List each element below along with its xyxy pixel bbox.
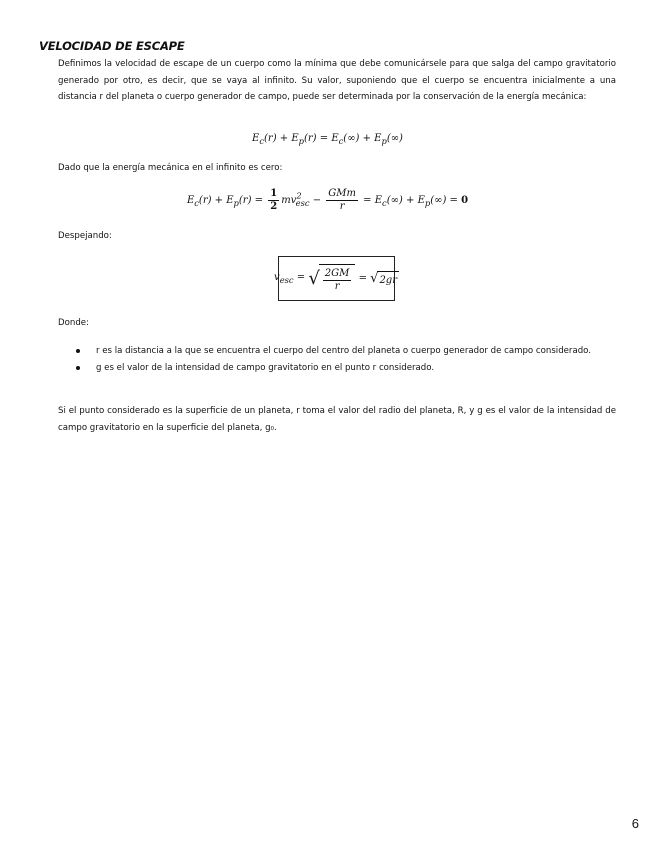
definitions-list [58,343,616,376]
page-number: 6 [631,816,639,831]
infinity-energy-paragraph: Dado que la energía mecánica en el infinito es cero: [58,163,283,173]
sqrt-2gr: √ 2gr [370,270,397,286]
sqrt-2gm-over-r: √ $\frac{2GM}{r}$ [308,264,355,294]
energy-conservation-equation: $E_c(r) + E_p(r) = E_c(\infty) + E_p(\infty)$ [252,133,403,146]
list-item-text: r es la distancia a la que se encuentra el cuerpo del centro del planeta o cuerpo generador de campo considerado. [96,346,592,356]
section-heading: VELOCIDAD DE ESCAPE [39,39,185,53]
bullet-icon [76,366,80,370]
energy-zero-equation: $E_c(r) + E_p(r)$ = $\frac{1}{2}$ $mv^2_{esc}$ − $\frac{\text{GMm}}{r}$ = $E_c(\infty) + E_p(\infty) = 0$ [186,188,469,212]
escape-velocity-formula-box: $v_{esc}$ = √ $\frac{2GM}{r}$ = √ 2gr [278,256,395,301]
intro-paragraph: Definimos la velocidad de escape de un cuerpo como la mínima que debe comunicársele para que salga del campo gravitatorio generado por otro, es decir, que se vaya al infinito. Su valor, suponiendo que el cuerpo se encuentra inicialmente a una distancia r del planeta o cuerpo generador de campo, puede ser determinada por la conservación de la energía mecánica: [58,59,616,102]
list-item-text: g es el valor de la intensidad de campo gravitatorio en el punto r considerado. [96,362,435,373]
bullet-icon [76,349,80,353]
list-item [58,360,616,377]
list-item [58,343,616,360]
surface-paragraph: Si el punto considerado es la superficie de un planeta, r toma el valor del radio del planeta, R, y g es el valor de la intensidad de campo gravitatorio en la superficie del planeta, g₀. [58,406,616,433]
solving-paragraph: Despejando: [58,231,112,241]
where-paragraph: Donde: [58,318,89,328]
